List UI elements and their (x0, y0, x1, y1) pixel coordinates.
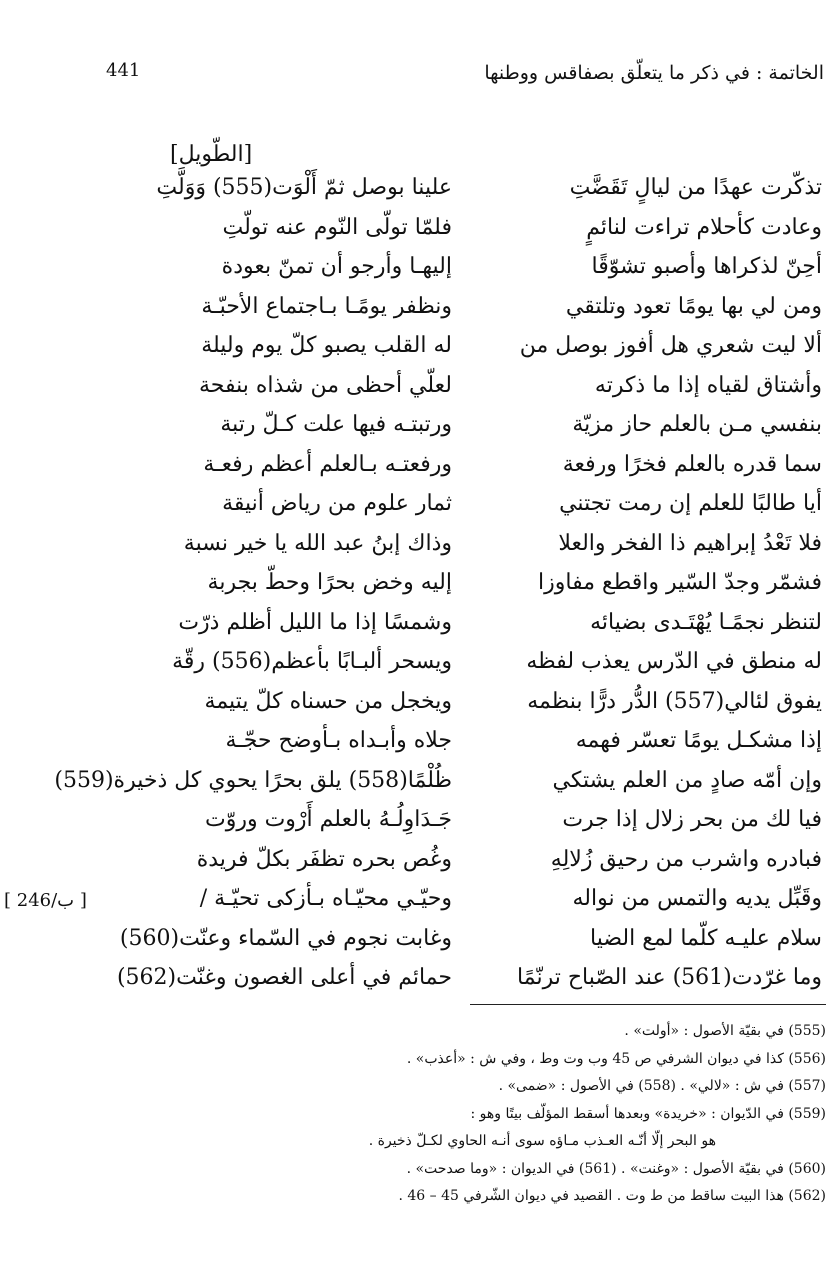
verse-second-hemistich: وغُص بحره تظفَر بكلّ فريدة (196, 846, 452, 872)
verse-first-hemistich: وما غرّدت(561) عند الصّباح ترنّمًا (517, 965, 822, 990)
verse-second-hemistich: لعلّي أحظى من شذاه بنفحة (198, 372, 452, 398)
verse-second-hemistich: ويسحر ألبـابًا بأعظم(556) رقّة (172, 649, 452, 674)
verse-first-hemistich: وقَبِّل يديه والتمس من نواله (572, 886, 822, 911)
verse-first-hemistich: أيا طالبًا للعلم إن رمت تجتني (559, 491, 822, 516)
verse-second-hemistich: وشمسًا إذا ما الليل أظلم ذرّت (178, 609, 452, 635)
running-header-title: الخاتمة : في ذكر ما يتعلّق بصفاقس ووطنها (484, 62, 824, 84)
verse-second-hemistich: جَـدَاوِلُـهُ بالعلم أَرْوت وروّت (205, 807, 452, 832)
verse-first-hemistich: وعادت كأحلام تراءت لنائمٍ (586, 214, 822, 240)
footnote-divider (470, 1004, 826, 1005)
verse-first-hemistich: لتنظر نجمًـا يُهْتَـدى بضيائه (590, 609, 822, 635)
verse-second-hemistich: علينا بوصل ثمّ أَلْوَت(555) وَوَلَّتِ (156, 175, 452, 200)
verse-first-hemistich: تذكّرت عهدًا من ليالٍ تَقَضَّتِ (569, 175, 822, 200)
footnote: (555) في بقيّة الأصول : «أولت» . (624, 1023, 826, 1039)
verse-second-hemistich: إليهـا وأرجو أن تمنّ بعودة (221, 254, 452, 279)
verse-second-hemistich: فلمّا تولّى النّوم عنه تولّتِ (222, 214, 452, 240)
verse-second-hemistich: وحيّـي محيّـاه بـأزكى تحيّـة / (199, 886, 452, 911)
manuscript-folio-reference: [ 246/ب ] (4, 890, 87, 911)
verse-second-hemistich: حمائم في أعلى الغصون وغنّت(562) (116, 965, 452, 990)
verse-first-hemistich: ألا ليت شعري هل أفوز بوصل من (519, 333, 822, 358)
verse-first-hemistich: فبادره واشرب من رحيق زُلالِهِ (550, 846, 822, 872)
verse-second-hemistich: وذاك إبنُ عبد الله يا خير نسبة (183, 530, 452, 556)
verse-second-hemistich: ورتبتـه فيها علت كـلّ رتبة (220, 412, 452, 437)
verse-second-hemistich: ورفعتـه بـالعلم أعظم رفعـة (203, 451, 452, 477)
verse-first-hemistich: فلا تَعْدُ إبراهيم ذا الفخر والعلا (558, 530, 822, 556)
verse-first-hemistich: ومن لي بها يومًا تعود وتلتقي (565, 293, 822, 319)
verse-second-hemistich: جلاه وأبـداه بـأوضح حجّـة (225, 728, 452, 753)
verse-second-hemistich: وغابت نجوم في السّماء وعنّت(560) (119, 925, 452, 951)
verse-first-hemistich: وإن أمّه صادٍ من العلم يشتكي (552, 767, 822, 793)
verse-second-hemistich: ظُلْمًا(558) يلق بحرًا يحوي كل ذخيرة(559) (54, 767, 452, 793)
footnote: (559) في الدّيوان : «خريدة» وبعدها أسقط المؤلّف بيتًا وهو : (470, 1105, 826, 1122)
verse-second-hemistich: ثمار علوم من رياض أنيقة (222, 491, 452, 516)
verse-first-hemistich: بنفسي مـن بالعلم حاز مزيّة (572, 412, 822, 437)
poem-meter-label: [الطّويل] (170, 142, 253, 167)
page-number: 441 (106, 60, 141, 81)
verse-first-hemistich: فشمّر وجدّ السّير واقطع مفاوزا (538, 570, 822, 595)
footnote: (556) كذا في ديوان الشرفي ص 45 وب وت وط ، وفي ش : «أعذب» . (406, 1050, 826, 1067)
footnote: (560) في بقيّة الأصول : «وغنت» . (561) في الديوان : «وما صدحت» . (406, 1160, 826, 1177)
footnotes (10, 1018, 826, 1211)
verse-second-hemistich: إليه وخض بحرًا وحطّ بجربة (207, 570, 452, 595)
verse-second-hemistich: ويخجل من حسناه كلّ يتيمة (204, 688, 452, 714)
footnote-quoted-verse: هو البحر إلّا أنّـه العـذب مـاؤه سوى أنـه الحاوي لكـلّ ذخيرة . (368, 1133, 716, 1149)
verse-second-hemistich: ونظفر يومًـا بـاجتماع الأحبّـة (201, 293, 452, 319)
verse-first-hemistich: أحِنّ لذكراها وأصبو تشوّقًا (591, 254, 822, 279)
verse-second-hemistich: له القلب يصبو كلّ يوم وليلة (201, 333, 452, 358)
verse-first-hemistich: سلام عليـه كلّما لمع الضيا (590, 925, 822, 951)
footnote: (557) في ش : «لالي» . (558) في الأصول : «ضمى» . (498, 1078, 826, 1094)
poem-body (0, 168, 836, 1000)
verse-first-hemistich: سما قدره بالعلم فخرًا ورفعة (562, 451, 822, 477)
verse-first-hemistich: إذا مشكـل يومًا تعسّر فهمه (575, 728, 822, 753)
verse-first-hemistich: يفوق لئالي(557) الدُّر درًّا بنظمه (527, 688, 822, 714)
footnote: (562) هذا البيت ساقط من ط وت . القصيد في ديوان الشّرفي 45 – 46 . (398, 1188, 826, 1204)
verse-first-hemistich: له منطق في الدّرس يعذب لفظه (526, 649, 822, 674)
verse-first-hemistich: فيا لك من بحر زلال إذا جرت (562, 807, 822, 832)
verse-first-hemistich: وأشتاق لقياه إذا ما ذكرته (594, 372, 822, 398)
